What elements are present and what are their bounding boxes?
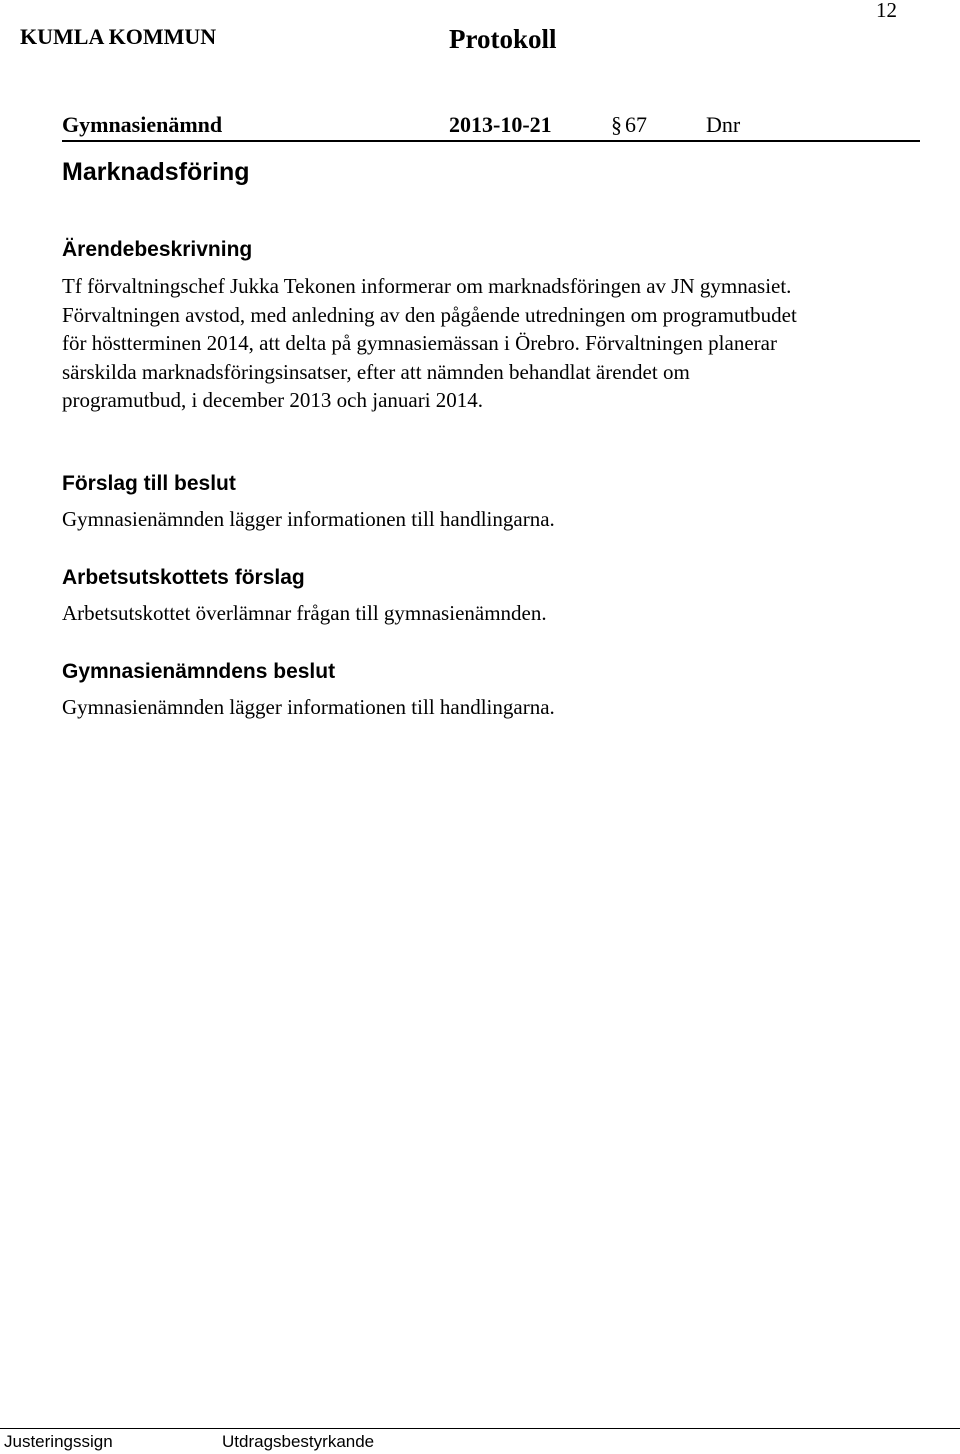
description-line: särskilda marknadsföringsinsatser, efter att nämnden behandlat ärendet om	[62, 359, 690, 384]
description-line: Förvaltningen avstod, med anledning av den pågående utredningen om programutbudet	[62, 302, 797, 327]
meeting-info-row	[62, 112, 920, 142]
description-line: Tf förvaltningschef Jukka Tekonen informerar om marknadsföringen av JN gymnasiet.	[62, 274, 792, 298]
decision-text: Gymnasienämnden lägger informationen till handlingarna.	[62, 695, 555, 719]
page-number: 12	[876, 0, 897, 22]
description-line: för höstterminen 2014, att delta på gymnasiemässan i Örebro. Förvaltningen planerar	[62, 331, 777, 355]
proposal-text: Gymnasienämnden lägger informationen till handlingarna.	[62, 507, 555, 531]
organization-name: KUMLA KOMMUN	[20, 24, 217, 49]
working-committee-text: Arbetsutskottet överlämnar frågan till gymnasienämnden.	[62, 601, 547, 625]
footer-signature-label: Justeringssign	[4, 1432, 113, 1451]
description-text	[62, 272, 942, 415]
dnr-label: Dnr	[706, 112, 741, 137]
footer-divider	[0, 1428, 960, 1429]
page-title: Marknadsföring	[62, 158, 250, 186]
proposal-heading: Förslag till beslut	[62, 472, 236, 495]
footer-certification-label: Utdragsbestyrkande	[222, 1432, 375, 1451]
description-heading: Ärendebeskrivning	[62, 238, 253, 261]
description-line: programutbud, i december 2013 och januari 2014.	[62, 388, 484, 412]
decision-heading: Gymnasienämndens beslut	[62, 660, 336, 683]
section-sign: §	[611, 112, 622, 137]
meeting-date: 2013-10-21	[449, 112, 552, 137]
working-committee-heading: Arbetsutskottets förslag	[62, 566, 305, 589]
committee-name: Gymnasienämnd	[62, 112, 223, 137]
section-number: 67	[625, 112, 647, 137]
document-type: Protokoll	[449, 24, 557, 54]
